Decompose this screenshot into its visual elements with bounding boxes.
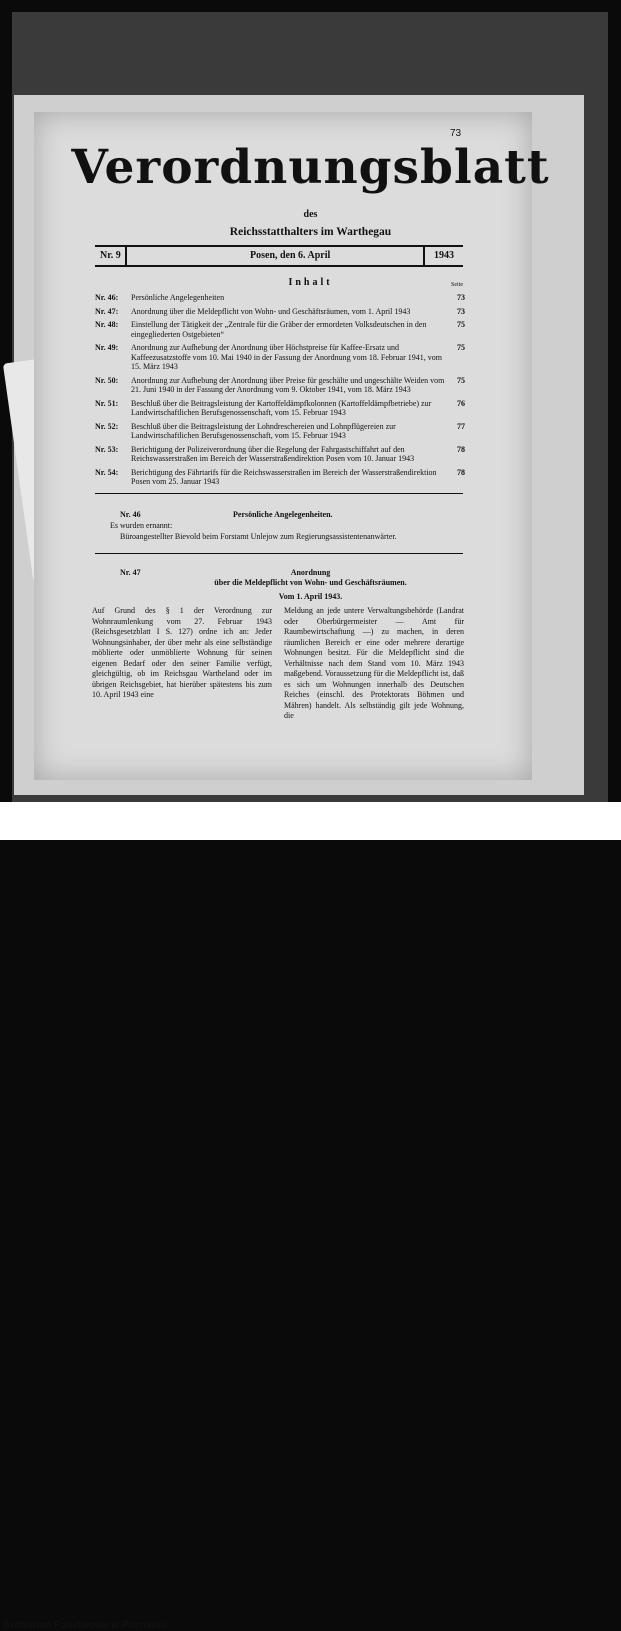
- toc-item-page: 77: [457, 421, 465, 431]
- toc-item-title: Anordnung zur Aufhebung der Anordnung über Preise für geschälte und ungeschälte Weiden vom 21. Juni 1940 in der Fassung der Anordnung vom 9. Oktober 1941, vom 18. März 1943: [131, 375, 445, 394]
- toc-item-page: 73: [457, 293, 465, 302]
- title-connector: des: [303, 209, 318, 220]
- section-47-left-column: Auf Grund des § 1 der Verordnung zur Wohnraumlenkung vom 27. Februar 1943 (Reichsgesetzblatt I S. 127) ordne ich an: Jeder Wohnungsinhaber, der über mehr als eine selbständige möblierte oder unmöblierte Wohnung für seinen eigenen Bedarf oder den seiner Familie verfügt, gleichgültig, ob im Reichsgau Wartheland oder im übrigen Reichsgebiet, hat hierüber spätestens bis zum 10. April 1943 eine: [92, 606, 272, 699]
- section-46-heading: Persönliche Angelegenheiten.: [233, 510, 333, 519]
- toc-row: [95, 422, 465, 441]
- toc-item-number: Nr. 48:: [95, 320, 119, 329]
- toc-item-page: 78: [457, 467, 465, 477]
- toc-row: [95, 468, 465, 487]
- section-46-number: Nr. 46: [120, 510, 141, 519]
- toc-item-number: Nr. 53:: [95, 444, 119, 454]
- toc-item-title: Anordnung zur Aufhebung der Anordnung über Höchstpreise für Kaffee-Ersatz und Kaffeezusatzstoffe vom 10. Mai 1940 in der Fassung der Anordnung vom 18. Februar 1941, vom 15. März 1943: [131, 343, 442, 371]
- section-47-date: Vom 1. April 1943.: [278, 592, 343, 601]
- toc-page-label: Seite: [451, 282, 463, 288]
- toc-item-title: Persönliche Angelegenheiten: [131, 293, 225, 302]
- toc-item-title: Berichtigung der Polizeiverordnung über die Regelung der Fahrgastschiffahrt auf den Reichswasserstraßen im Bereich der Wasserstraßendirektion Posen vom 10. Januar 1943: [131, 444, 415, 463]
- toc-item-title: Berichtigung des Fährtarifs für die Reichswasserstraßen im Bereich der Wasserstraßendirektion Posen vom 25. Januar 1943: [131, 467, 437, 486]
- toc-item-page: 73: [457, 306, 465, 316]
- toc-item-number: Nr. 52:: [95, 421, 119, 431]
- section-47-heading2: über die Meldepflicht von Wohn- und Geschäftsräumen.: [214, 578, 407, 587]
- section-46-line1: Es wurden ernannt:: [110, 521, 173, 530]
- toc-item-number: Nr. 51:: [95, 398, 119, 408]
- toc-row: [95, 343, 465, 372]
- toc-row: [95, 293, 465, 303]
- rule-toc-end: [95, 493, 463, 494]
- page-number: 73: [450, 128, 462, 139]
- toc-row: [95, 399, 465, 418]
- issue-number: Nr. 9: [100, 250, 121, 261]
- archive-footer: [0, 802, 621, 1631]
- document-title: Verordnungsblatt: [71, 140, 550, 195]
- section-47-right-column: Meldung an jede untere Verwaltungsbehörde (Landrat oder Oberbürgermeister — Amt für Raumbewirtschaftung —) zu machen, in deren räumlichen Bereich er eine oder mehrere derartige Wohnungen besitzt. Für die Meldepflicht sind die Verhältnisse nach dem Stand vom 10. März 1943 maßgebend. Voraussetzung für die Meldepflicht ist, daß es sich um Wohnungen innerhalb des Deutschen Reiches (einschl. des Protektorats Böhmen und Mähren) handelt. Als selbständig gilt jede Wohnung, die: [284, 606, 464, 720]
- rule-divider-2: [423, 245, 425, 267]
- toc-item-number: Nr. 49:: [95, 343, 119, 352]
- toc-row: [95, 445, 465, 464]
- toc-item-page: 75: [457, 343, 465, 352]
- section-47-heading1: Anordnung: [290, 568, 331, 577]
- document-subtitle: Reichsstatthalters im Warthegau: [229, 226, 392, 238]
- issue-date: Posen, den 6. April: [250, 250, 331, 261]
- toc-row: [95, 307, 465, 317]
- section-46-line2: Büroangestellter Bievold beim Forstamt Unlejow zum Regierungsassistentenanwärter.: [120, 532, 397, 541]
- toc-item-number: Nr. 54:: [95, 467, 119, 477]
- archive-label: Archiwum Państwowe w Poznaniu: [3, 1620, 167, 1631]
- toc-item-title: Beschluß über die Beitragsleistung der Lohndreschereien und Lohnpflügereien zur Landwirtschaftlichen Berufsgenossenschaft, vom 15. Februar 1943: [131, 421, 396, 440]
- table-of-contents: [95, 293, 465, 491]
- toc-item-page: 76: [457, 398, 465, 408]
- rule-top: [95, 245, 463, 247]
- toc-row: [95, 376, 465, 395]
- toc-item-title: Einstellung der Tätigkeit der „Zentrale für die Gräber der ermordeten Volksdeutschen in den eingegliederten Ostgebieten“: [131, 320, 427, 339]
- rule-bottom: [95, 265, 463, 267]
- toc-item-page: 78: [457, 444, 465, 454]
- toc-item-number: Nr. 46:: [95, 293, 119, 302]
- toc-item-number: Nr. 50:: [95, 375, 119, 385]
- toc-row: [95, 320, 465, 339]
- toc-item-number: Nr. 47:: [95, 306, 119, 316]
- toc-item-title: Beschluß über die Beitragsleistung der Kartoffeldämpfkolonnen (Kartoffeldämpfbetriebe) zur Landwirtschaftlichen Berufsgenossenschaft, vom 15. Februar 1943: [131, 398, 432, 417]
- toc-item-title: Anordnung über die Meldepflicht von Wohn- und Geschäftsräumen, vom 1. April 1943: [131, 306, 411, 316]
- issue-year: 1943: [434, 250, 454, 261]
- rule-section-sep: [95, 553, 463, 554]
- section-47-number: Nr. 47: [120, 568, 141, 577]
- toc-item-page: 75: [457, 320, 465, 329]
- rule-divider-1: [125, 245, 127, 267]
- toc-item-page: 75: [457, 375, 465, 385]
- toc-heading: Inhalt: [288, 277, 333, 288]
